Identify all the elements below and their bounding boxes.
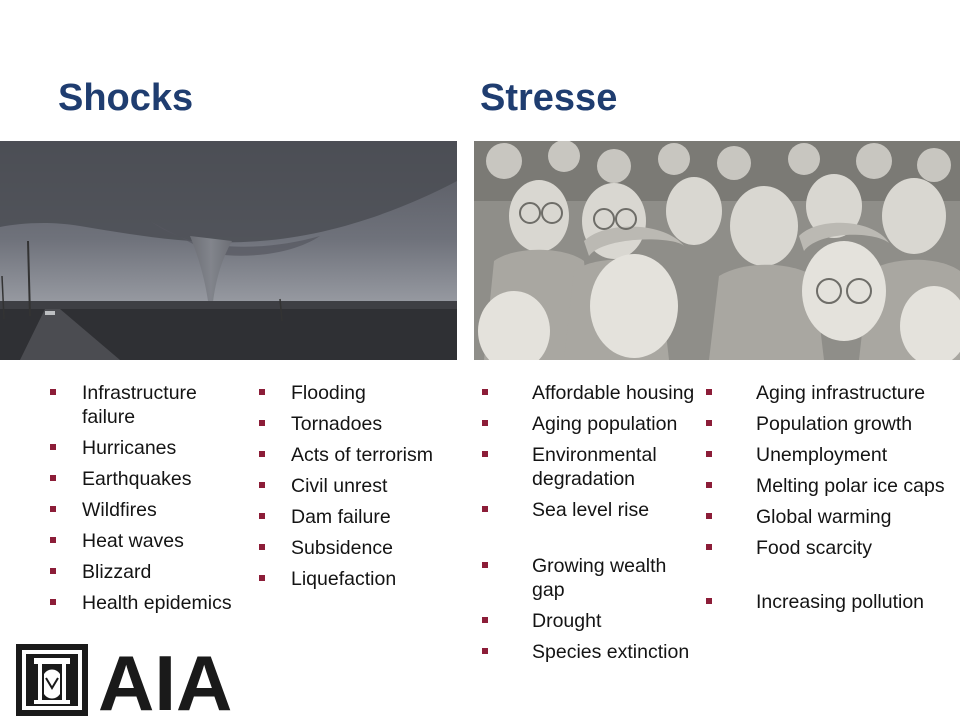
- list-item: [482, 381, 702, 405]
- stresses-heading: Stresse: [480, 77, 618, 119]
- list-item-label: Civil unrest: [291, 475, 388, 497]
- bullet-icon: [482, 420, 488, 426]
- bullet-icon: [482, 562, 488, 568]
- tornado-photo: [0, 141, 457, 360]
- list-item: [706, 505, 956, 529]
- bullet-icon: [259, 482, 265, 488]
- bullet-icon: [482, 389, 488, 395]
- bullet-icon: [706, 482, 712, 488]
- bullet-icon: [259, 389, 265, 395]
- bullet-icon: [259, 575, 265, 581]
- list-item-label: Subsidence: [291, 537, 393, 559]
- bullet-icon: [50, 568, 56, 574]
- list-item-label: Wildfires: [82, 499, 157, 521]
- bullet-icon: [706, 544, 712, 550]
- bullet-icon: [482, 506, 488, 512]
- bullet-icon: [50, 389, 56, 395]
- bullet-icon: [706, 598, 712, 604]
- list-item-label: Environmental degradation: [532, 444, 657, 490]
- shocks-heading: Shocks: [58, 77, 194, 119]
- list-item-label: Aging population: [532, 413, 678, 435]
- list-item-label: Drought: [532, 610, 602, 632]
- list-item: [259, 381, 459, 405]
- list-item-label: Food scarcity: [756, 537, 872, 559]
- list-item-label: Sea level rise: [532, 499, 650, 521]
- bullet-icon: [50, 475, 56, 481]
- list-item: [259, 505, 459, 529]
- list-item: [482, 412, 702, 436]
- bullet-icon: [50, 599, 56, 605]
- list-item: [706, 443, 956, 467]
- list-item-label: Unemployment: [756, 444, 888, 466]
- shocks-list-left: [50, 381, 250, 622]
- bullet-icon: [259, 513, 265, 519]
- list-item-label: Growing wealth gap: [532, 555, 667, 601]
- list-item-label: Earthquakes: [82, 468, 192, 490]
- tornado-image: [0, 141, 457, 360]
- list-item: [259, 536, 459, 560]
- list-item-label: Infrastructure failure: [82, 382, 197, 428]
- list-item-label: Population growth: [756, 413, 913, 435]
- list-item-label: Species extinction: [532, 641, 690, 663]
- bullet-icon: [482, 451, 488, 457]
- list-item: [50, 591, 250, 615]
- bullet-icon: [259, 544, 265, 550]
- list-item: [50, 467, 250, 491]
- list-item: [482, 498, 702, 522]
- bullet-icon: [259, 451, 265, 457]
- bullet-icon: [259, 420, 265, 426]
- bullet-icon: [50, 506, 56, 512]
- list-item: [482, 554, 702, 602]
- bullet-icon: [482, 648, 488, 654]
- list-item: [706, 412, 956, 436]
- list-item: [50, 498, 250, 522]
- aia-logo-image: [16, 644, 266, 716]
- list-item: [259, 474, 459, 498]
- list-item: [50, 529, 250, 553]
- list-item: [482, 443, 702, 491]
- list-item: [259, 443, 459, 467]
- list-item: [482, 609, 702, 633]
- list-item: [706, 590, 956, 614]
- list-item-label: Tornadoes: [291, 413, 383, 435]
- list-item-label: Health epidemics: [82, 592, 232, 614]
- list-item: [706, 381, 956, 405]
- list-item-label: Global warming: [756, 506, 892, 528]
- list-item: [259, 567, 459, 591]
- list-item: [50, 436, 250, 460]
- list-item: [50, 381, 250, 429]
- list-item-label: Increasing pollution: [756, 591, 925, 613]
- list-item-label: Hurricanes: [82, 437, 177, 459]
- bullet-icon: [706, 389, 712, 395]
- list-item-label: Acts of terrorism: [291, 444, 433, 466]
- list-item-label: Liquefaction: [291, 568, 397, 590]
- list-item: [706, 536, 956, 560]
- aia-logo-text: AIA: [98, 644, 233, 716]
- bullet-icon: [706, 513, 712, 519]
- list-item: [50, 560, 250, 584]
- bullet-icon: [50, 537, 56, 543]
- crowd-image: [474, 141, 960, 360]
- shocks-list-right: [259, 381, 459, 598]
- list-item-label: Affordable housing: [532, 382, 695, 404]
- crowd-photo: [474, 141, 960, 360]
- list-item-label: Flooding: [291, 382, 366, 404]
- list-item-label: Blizzard: [82, 561, 152, 583]
- list-item: [706, 474, 956, 498]
- list-item: [259, 412, 459, 436]
- list-item-label: Dam failure: [291, 506, 391, 528]
- bullet-icon: [706, 420, 712, 426]
- bullet-icon: [706, 451, 712, 457]
- bullet-icon: [482, 617, 488, 623]
- list-item-label: Aging infrastructure: [756, 382, 926, 404]
- stresses-list-right: [706, 381, 956, 621]
- stresses-list-left: [482, 381, 702, 671]
- list-item-label: Melting polar ice caps: [756, 475, 945, 497]
- bullet-icon: [50, 444, 56, 450]
- list-item-label: Heat waves: [82, 530, 184, 552]
- aia-logo: [16, 644, 266, 716]
- list-item: [482, 640, 702, 664]
